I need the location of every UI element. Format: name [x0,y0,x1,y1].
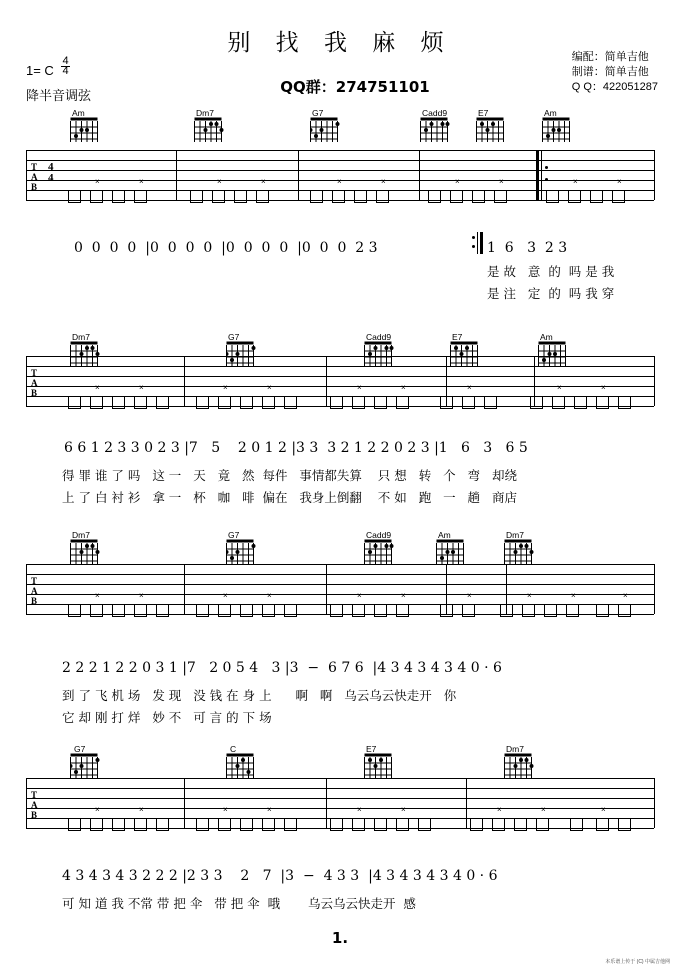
credit-qq: Q Q：422051287 [571,81,658,93]
chord-diagram-dm7 [194,117,226,143]
numbered-notation: 4 3 4 3 4 3 2 2 2 |2 3 3 2 7 |3 − 4 3 3 |4 3 4 3 4 3 4 0 · 6 [62,868,498,884]
sheet-music-page: 别 找 我 麻 烦 1= C $\frac{4}{4}$ 降半音调弦 QQ群：274751101 编配：简单吉他 制谱：简单吉他 Q Q：422051287 Am Dm7 G7 Cadd9 E7 Am T A B 4 4 × × × × × × × × × × 0 0 0 0 |0 0 0 0 |0 0 0 0 |0 0 0 2 3 1 6 3 2 3 是 故 意 的 吗 是 我 是 注 定 的 吗 我 穿 Dm7 G7 Cadd9 E7 Am T A B × × × × × × × × × 6 6 1 2 3 3 0 2 3 |7 5 2 0 1 2 |3 3 3 2 1 2 2 0 2 3 |1 6 3 6 5 得 罪 谁 了 吗 这 一 天 竟 然 每件 事情都失算 只 想 转 个 弯 却绕 上 了 白 衬 衫 拿 一 杯 咖 啡 偏在 我身上倒翻 不 如 跑 一 趟 商店 Dm7 G7 Cadd9 Am Dm7 T A B × × × × × × × × × × 2 2 2 1 2 2 0 3 1 |7 2 0 5 4 3 |3 − 6 7 6 |4 3 4 3 4 3 4 0 · 6 到 了 飞 机 场 发 现 没 钱 在 身 上 啊 啊 乌云乌云快走开 你 它 却 刚 打 烊 妙 不 可 言 的 下 场 G7 C E7 Dm7 T A B × × × × × × × × × 4 3 4 3 4 3 2 2 2 |2 3 3 2 7 |3 − 4 3 3 |4 3 4 3 4 3 4 0 · 6 可 知 道 我 不常 带 把 伞 带 把 伞 哦 乌云乌云快走开 感 1. 本乐谱上传于 (C) 中属吉他网 [0,0,680,971]
chord-diagram-cadd9 [364,539,396,565]
key-signature [26,55,69,78]
chord-name: E7 [478,108,489,118]
chord-diagram-dm7 [504,539,536,565]
chord-diagram-dm7 [70,539,102,565]
tab-clef-label: T A B [31,162,38,192]
lyric-line: 可 知 道 我 不常 带 把 伞 带 把 伞 哦 乌云乌云快走开 感 [62,896,416,911]
lyric-line: 上 了 白 衬 衫 拿 一 杯 咖 啡 偏在 我身上倒翻 不 如 跑 一 趟 商店 [62,490,517,505]
chord-name: G7 [228,332,240,342]
chord-name: Cadd9 [422,108,448,118]
chord-diagram-e7 [364,753,396,779]
chord-diagram-am [436,539,468,565]
chord-diagram-cadd9 [420,117,452,143]
chord-name: E7 [366,744,377,754]
chord-diagram-g7 [226,539,258,565]
footer-note: 本乐谱上传于 (C) 中属吉他网 [605,959,670,965]
chord-name: Dm7 [196,108,214,118]
chord-name: Dm7 [72,332,90,342]
lyric-line: 是 注 定 的 吗 我 穿 [487,286,615,301]
lyric-line: 它 却 刚 打 烊 妙 不 可 言 的 下 场 [62,710,272,725]
tab-clef-label: T A B [31,790,38,820]
chord-name: Am [72,108,85,118]
lyric-line: 得 罪 谁 了 吗 这 一 天 竟 然 每件 事情都失算 只 想 转 个 弯 却绕 [62,468,517,483]
tab-clef-label: T A B [31,368,38,398]
numbered-notation: 0 0 0 0 |0 0 0 0 |0 0 0 0 |0 0 0 2 3 [74,240,378,256]
numbered-notation-after-repeat: 1 6 3 2 3 [487,240,568,256]
credit-engraver: 制谱：简单吉他 [571,66,649,78]
chord-diagram-e7 [476,117,508,143]
time-denominator: 4 [62,65,69,77]
chord-name: Dm7 [506,530,524,540]
key-label: 1= C [26,63,54,78]
chord-name: Dm7 [506,744,524,754]
chord-name: Am [540,332,553,342]
lyric-line: 到 了 飞 机 场 发 现 没 钱 在 身 上 啊 啊 乌云乌云快走开 你 [62,688,457,703]
tab-clef-label: T A B [31,576,38,606]
chord-name: G7 [228,530,240,540]
chord-name: Cadd9 [366,530,392,540]
staff-time-signature: 4 4 [48,161,54,184]
chord-name: E7 [452,332,463,342]
numbered-notation: 2 2 2 1 2 2 0 3 1 |7 2 0 5 4 3 |3 − 6 7 6 |4 3 4 3 4 3 4 0 · 6 [62,660,502,676]
chord-name: Dm7 [72,530,90,540]
chord-name: Am [438,530,451,540]
page-title: 别 找 我 麻 烦 [227,30,453,56]
chord-name: G7 [74,744,86,754]
chord-diagram-g7 [70,753,102,779]
credit-arranger: 编配：简单吉他 [571,51,649,63]
chord-diagram-dm7 [504,753,536,779]
chord-name: G7 [312,108,324,118]
chord-name: Cadd9 [366,332,392,342]
qq-group-text: QQ群：274751101 [280,78,430,96]
numbered-notation: 6 6 1 2 3 3 0 2 3 |7 5 2 0 1 2 |3 3 3 2 1 2 2 0 2 3 |1 6 3 6 5 [64,440,528,456]
page-number: 1. [331,929,349,947]
chord-diagram-am [542,117,574,143]
chord-diagram-g7 [310,117,342,143]
time-numerator: 4 [62,55,69,67]
time-signature [61,57,69,76]
lyric-line: 是 故 意 的 吗 是 我 [487,264,615,279]
chord-name: C [230,744,237,754]
chord-diagram-c [226,753,258,779]
chord-name: Am [544,108,557,118]
credits-block [572,50,658,95]
tuning-instruction: 降半音调弦 [26,88,92,103]
chord-diagram-am [70,117,102,143]
